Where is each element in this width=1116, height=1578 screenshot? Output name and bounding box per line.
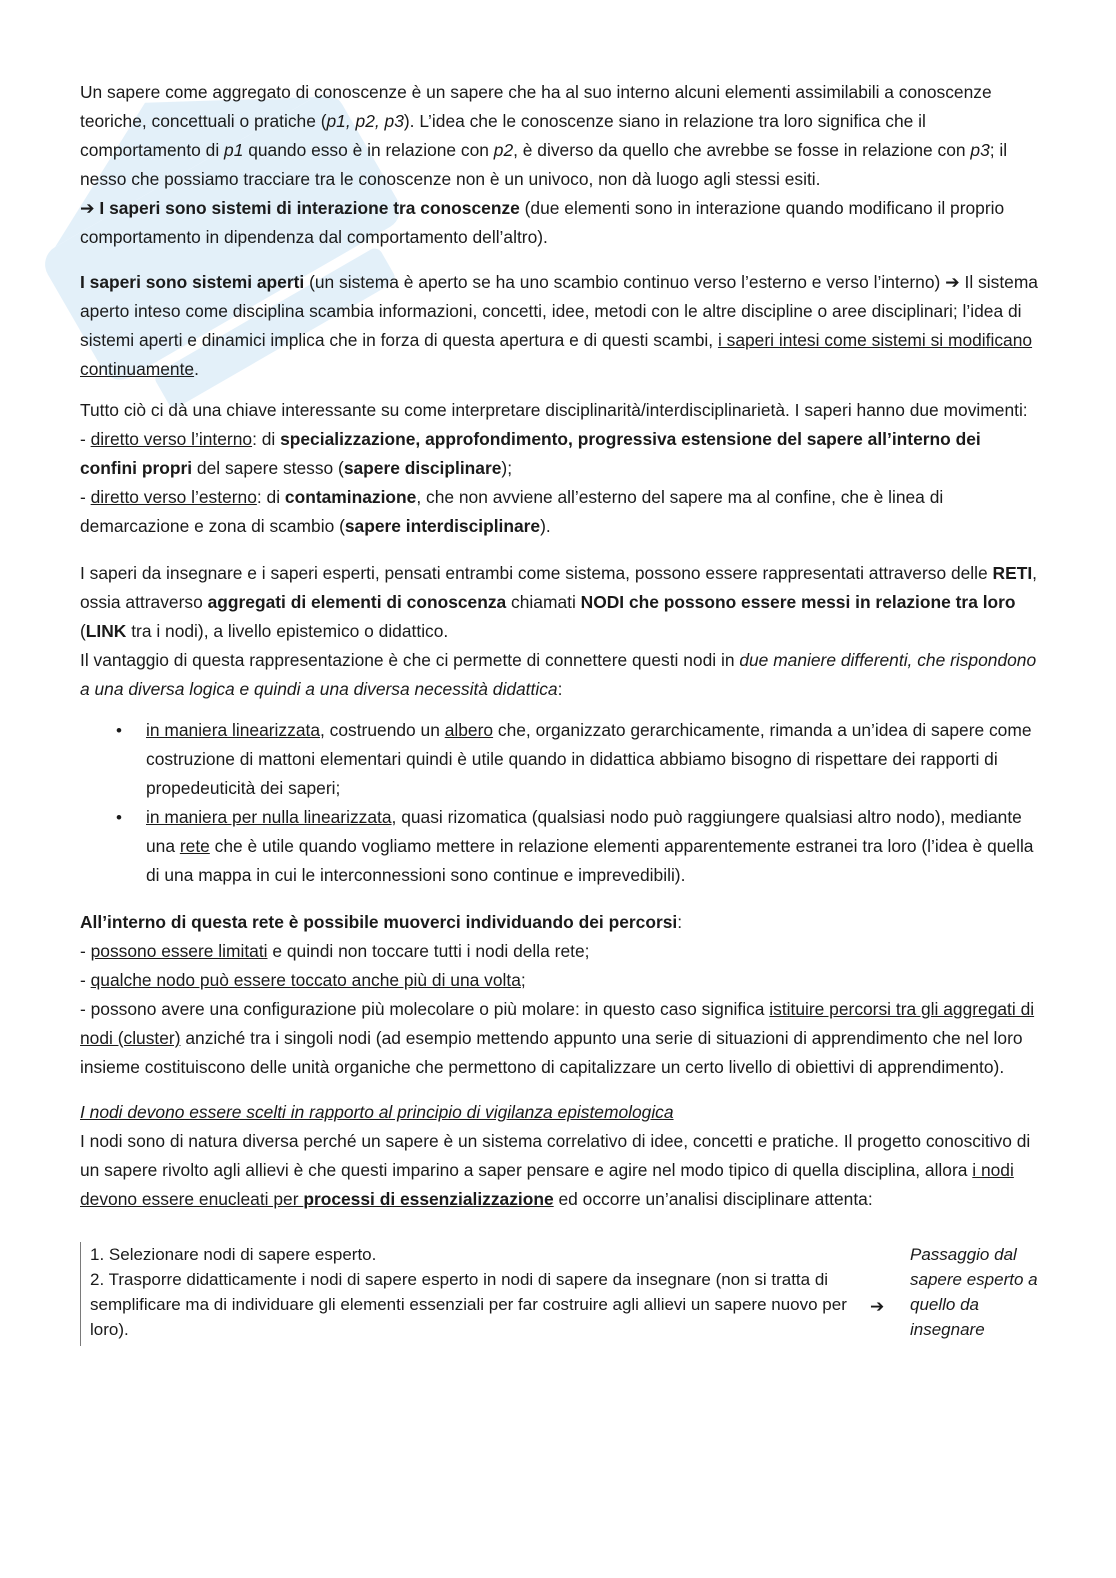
- paragraph-movements: Tutto ciò ci dà una chiave interessante su come interpretare disciplinarità/interdisciplinarietà. I saperi hanno due movimenti: - diretto verso l’interno: di specializzazione, approfondimento, progressiva estensione del sapere all’interno dei confini propri del sapere stesso (sapere disciplinare); - diretto verso l’esterno: di contaminazione, che non avviene all’esterno del sapere ma al confine, che è linea di demarcazione e zona di scambio (sapere interdisciplinare).: [80, 400, 1028, 536]
- steps-box: [80, 1242, 1040, 1346]
- step-2: 2. Trasporre didatticamente i nodi di sapere esperto in nodi di sapere da insegnare (non si tratta di semplificare ma di individuare gli elementi essenziali per far costruire agli allievi un sapere nuovo per loro).: [90, 1270, 847, 1339]
- arrow-icon: ➔: [80, 198, 95, 218]
- arrow-icon: ➔: [945, 272, 960, 292]
- side-note: Passaggio dal sapere esperto a quello da insegnare: [910, 1245, 1038, 1339]
- paragraph-paths: All’interno di questa rete è possibile muoverci individuando dei percorsi: - possono essere limitati e quindi non toccare tutti i nodi della rete; - qualche nodo può essere toccato anche più di una volta; - possono avere una configurazione più molecolare o più molare: in questo caso significa istituire percorsi tra gli aggregati di nodi (cluster) anziché tra i singoli nodi (ad esempio mettendo appunto una serie di situazioni di apprendimento che nel loro insieme costituiscono delle unità organiche che permettono di capitalizzare un certo livello di obiettivi di apprendimento).: [80, 912, 1035, 1077]
- box-left-border: [80, 1242, 81, 1346]
- document-page: [80, 78, 1040, 1346]
- paragraph-vigilance: I nodi devono essere scelti in rapporto al principio di vigilanza epistemologica I nodi sono di natura diversa perché un sapere è un sistema correlativo di idee, concetti e pratiche. Il progetto conoscitivo di un sapere rivolto agli allievi è che questi imparino a saper pensare e agire nel modo tipico di quella disciplina, allora i nodi devono essere enucleati per processi di essenzializzazione ed occorre un’analisi disciplinare attenta:: [80, 1102, 1031, 1209]
- section-heading: I nodi devono essere scelti in rapporto al principio di vigilanza epistemologica: [80, 1102, 674, 1122]
- paragraph-aggregate: Un sapere come aggregato di conoscenze è un sapere che ha al suo interno alcuni elementi assimilabili a conoscenze teoriche, concettuali o pratiche (p1, p2, p3). L’idea che le conoscenze siano in relazione tra loro significa che il comportamento di p1 quando esso è in relazione con p2, è diverso da quello che avrebbe se fosse in relazione con p3; il nesso che possiamo tracciare tra le conoscenze non è un univoco, non dà luogo agli stessi esiti. ➔ I saperi sono sistemi di interazione tra conoscenze (due elementi sono in interazione quando modificano il proprio comportamento in dipendenza dal comportamento dell’altro).: [80, 82, 1008, 247]
- bullet-list: [80, 716, 1040, 890]
- paragraph-open-systems: I saperi sono sistemi aperti (un sistema è aperto se ha uno scambio continuo verso l’esterno e verso l’interno) ➔ Il sistema aperto inteso come disciplina scambia informazioni, concetti, idee, metodi con le altre discipline o aree disciplinari; l’idea di sistemi aperti e dinamici implica che in forza di questa apertura e di questi scambi, i saperi intesi come sistemi si modificano continuamente.: [80, 272, 1038, 379]
- arrow-icon: ➔: [870, 1297, 885, 1316]
- step-1: 1. Selezionare nodi di sapere esperto.: [90, 1245, 377, 1264]
- list-item: • in maniera linearizzata, costruendo un albero che, organizzato gerarchicamente, rimanda a un’idea di sapere come costruzione di mattoni elementari quindi è utile quando in didattica abbiamo bisogno di rispettare dei rapporti di propedeuticità dei saperi;: [146, 716, 1040, 803]
- paragraph-networks: I saperi da insegnare e i saperi esperti, pensati entrambi come sistema, possono essere rappresentati attraverso delle RETI, ossia attraverso aggregati di elementi di conoscenza chiamati NODI che possono essere messi in relazione tra loro (LINK tra i nodi), a livello epistemico o didattico. Il vantaggio di questa rappresentazione è che ci permette di connettere questi nodi in due maniere differenti, che rispondono a una diversa logica e quindi a una diversa necessità didattica:: [80, 563, 1037, 699]
- steps-list: [90, 1242, 850, 1342]
- list-item: • in maniera per nulla linearizzata, quasi rizomatica (qualsiasi nodo può raggiungere qualsiasi altro nodo), mediante una rete che è utile quando vogliamo mettere in relazione elementi apparentemente estranei tra loro (l’idea è quella di una mappa in cui le interconnessioni sono continue e imprevedibili).: [146, 803, 1040, 890]
